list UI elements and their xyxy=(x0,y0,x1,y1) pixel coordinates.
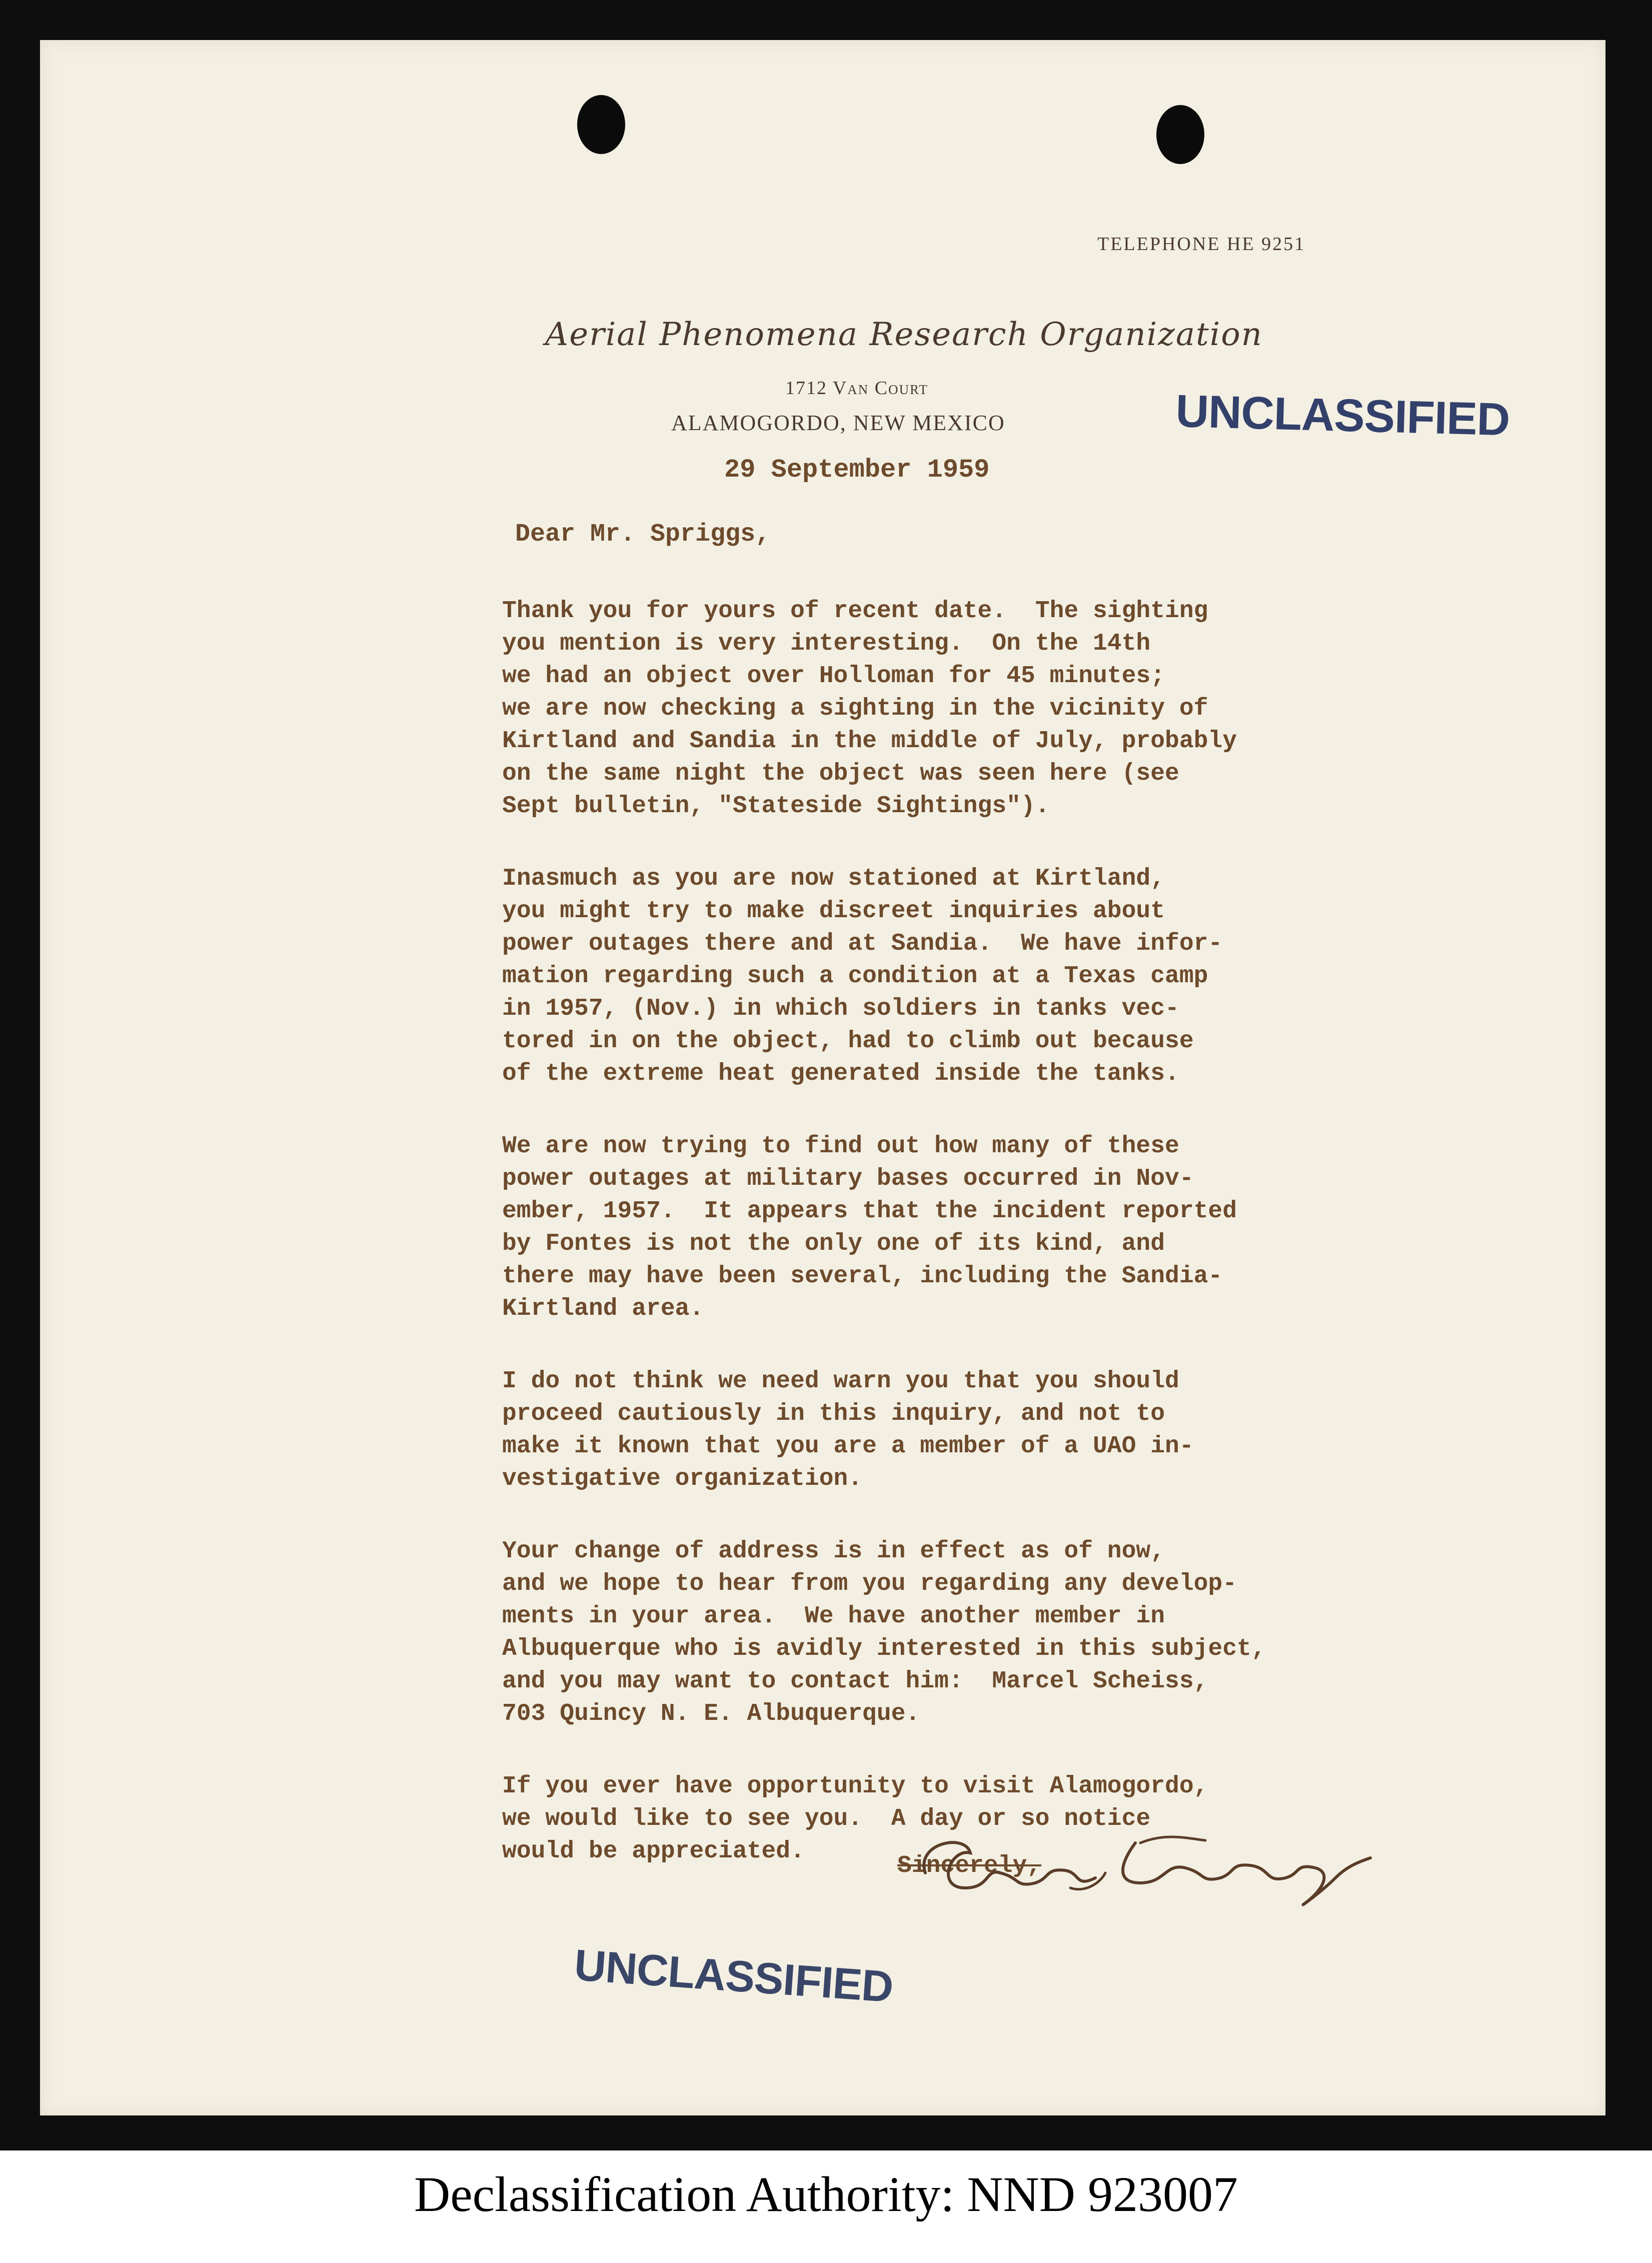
punch-hole-right xyxy=(1156,105,1204,164)
letterhead-city: ALAMOGORDO, NEW MEXICO xyxy=(671,411,1005,435)
letter-body xyxy=(502,595,1462,1908)
body-paragraph: We are now trying to find out how many of these power outages at military bases occurred in Nov- ember, 1957. It appears that the incident reported by Fontes is not the only one of its kind, and there may have been several, including the Sandia- Kirtland area. xyxy=(502,1133,1237,1322)
closing: Sincerely, xyxy=(897,1852,1042,1879)
letterhead-telephone: TELEPHONE HE 9251 xyxy=(1097,234,1306,255)
declassification-note: Declassification Authority: NND 923007 xyxy=(414,2166,1238,2222)
body-paragraph: If you ever have opportunity to visit Alamogordo, we would like to see you. A day or so notice would be appreciated. xyxy=(502,1773,1208,1865)
body-paragraph: Thank you for yours of recent date. The sighting you mention is very interesting. On the 14th we had an object over Holloman for 45 minutes; we are now checking a sighting in the vicinity of Kirtland and Sandia in the middle of July, probably on the same night the object was seen here (see Sept bulletin, "Stateside Sightings"). xyxy=(502,598,1237,820)
body-paragraph: I do not think we need warn you that you should proceed cautiously in this inquiry, and not to make it known that you are a member of a UAO in- vestigative organization. xyxy=(502,1368,1194,1492)
punch-hole-left xyxy=(577,95,625,154)
body-paragraph: Your change of address is in effect as of now, and we hope to hear from you regarding any develop- ments in your area. We have another member in Albuquerque who is avidly interested in this subject, and you may want to contact him: Marcel Scheiss, 703 Quincy N. E. Albuquerque. xyxy=(502,1538,1266,1727)
letterhead-street: 1712 Van Court xyxy=(785,378,928,399)
handwritten-signature xyxy=(905,1813,1395,1908)
unclassified-stamp-bottom: UNCLASSIFIED xyxy=(573,1939,895,2012)
letterhead-organization: Aerial Phenomena Research Organization xyxy=(545,316,1263,353)
body-paragraph: Inasmuch as you are now stationed at Kirtland, you might try to make discreet inquiries about power outages there and at Sandia. We have infor- mation regarding such a condition at a Texas camp in 1957, (Nov.) in which soldiers in tanks vec- tored in on the object, had to climb out because of the extreme heat generated inside the tanks. xyxy=(502,865,1223,1087)
unclassified-stamp-top: UNCLASSIFIED xyxy=(1175,385,1510,446)
salutation: Dear Mr. Spriggs, xyxy=(515,520,771,549)
letter-date: 29 September 1959 xyxy=(724,455,990,485)
letter-page xyxy=(40,40,1605,2115)
